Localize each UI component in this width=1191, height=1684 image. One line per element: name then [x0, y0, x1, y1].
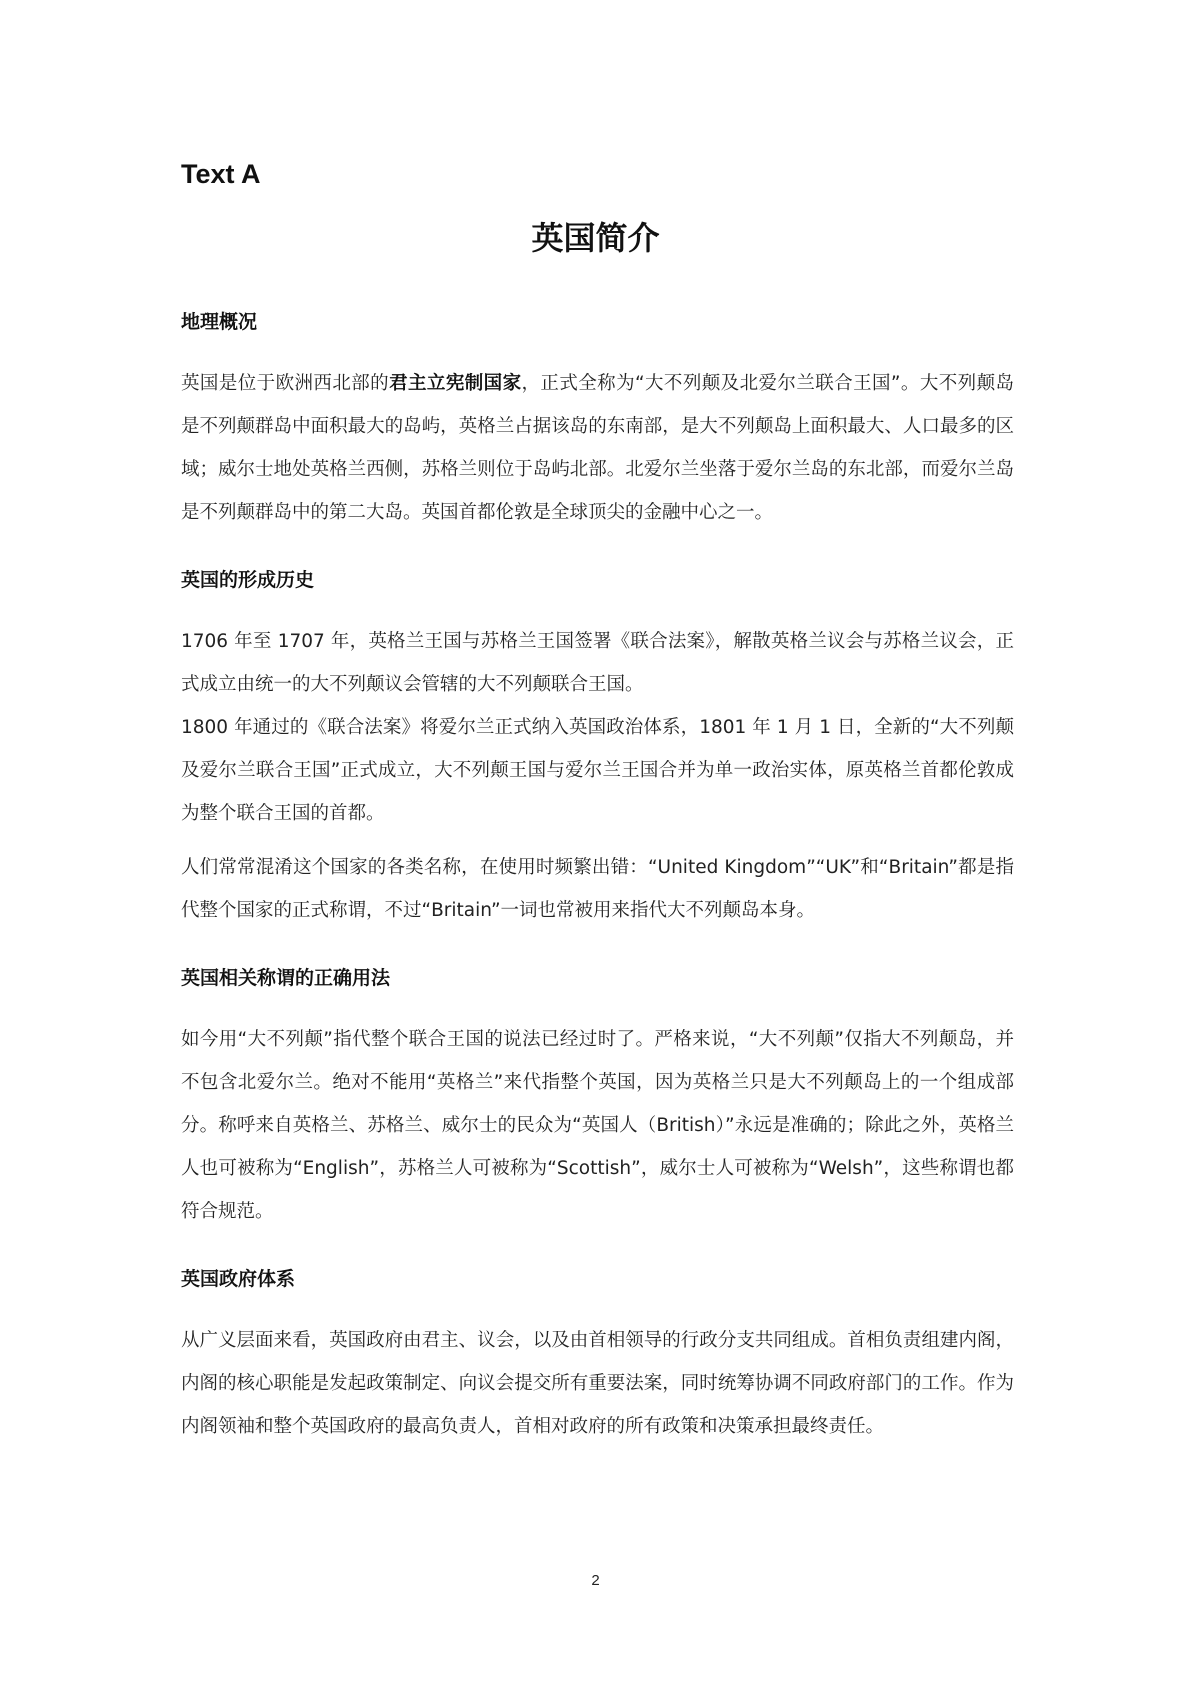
- section-heading: 地理概况: [181, 311, 258, 333]
- paragraph: [181, 362, 1014, 534]
- paragraph-text: ，正式全称为“大不列颠及北爱尔兰联合王国”。大不列颠岛是不列颠群岛中面积最大的岛屿，英格兰占据该岛的东南部，是大不列颠岛上面积最大、人口最多的区域；威尔士地处英格兰西侧，苏格兰则位于岛屿北部。北爱尔兰坐落于爱尔兰岛的东北部，而爱尔兰岛是不列颠群岛中的第二大岛。英国首都伦敦是全球顶尖的金融中心之一。: [181, 373, 1014, 523]
- document-body: [181, 309, 1014, 1448]
- section-geography: [181, 309, 1014, 534]
- paragraph: 1706 年至 1707 年，英格兰王国与苏格兰王国签署《联合法案》，解散英格兰议会与苏格兰议会，正式成立由统一的大不列颠议会管辖的大不列颠联合王国。: [181, 631, 1014, 695]
- section-heading: 英国的形成历史: [181, 569, 315, 591]
- section-government: [181, 1266, 1014, 1448]
- text-label: Text A: [181, 159, 261, 189]
- paragraph-text: 英国是位于欧洲西北部的: [181, 373, 390, 394]
- section-heading: 英国相关称谓的正确用法: [181, 967, 391, 989]
- section-names: [181, 965, 1014, 1233]
- paragraph: 如今用“大不列颠”指代整个联合王国的说法已经过时了。严格来说，“大不列颠”仅指大不列颠岛，并不包含北爱尔兰。绝对不能用“英格兰”来代指整个英国，因为英格兰只是大不列颠岛上的一个组成部分。称呼来自英格兰、苏格兰、威尔士的民众为“英国人（British）”永远是准确的；除此之外，英格兰人也可被称为“English”，苏格兰人可被称为“Scottish”，威尔士人可被称为“Welsh”，这些称谓也都符合规范。: [181, 1029, 1014, 1222]
- page-number: 2: [591, 1572, 600, 1589]
- bold-term: 君主立宪制国家: [389, 373, 522, 394]
- paragraph: 人们常常混淆这个国家的各类名称，在使用时频繁出错：“United Kingdom”“UK”和“Britain”都是指代整个国家的正式称谓，不过“Britain”一词也常被用来指代大不列颠岛本身。: [181, 857, 1014, 921]
- section-history: [181, 567, 1014, 932]
- paragraph: 从广义层面来看，英国政府由君主、议会，以及由首相领导的行政分支共同组成。首相负责组建内阁，内阁的核心职能是发起政策制定、向议会提交所有重要法案，同时统筹协调不同政府部门的工作。作为内阁领袖和整个英国政府的最高负责人，首相对政府的所有政策和决策承担最终责任。: [181, 1330, 1014, 1437]
- section-heading: 英国政府体系: [181, 1268, 296, 1290]
- document-title: 英国简介: [531, 219, 660, 257]
- paragraph: 1800 年通过的《联合法案》将爱尔兰正式纳入英国政治体系，1801 年 1 月 1 日，全新的“大不列颠及爱尔兰联合王国”正式成立，大不列颠王国与爱尔兰王国合并为单一政治实体，原英格兰首都伦敦成为整个联合王国的首都。: [181, 717, 1014, 824]
